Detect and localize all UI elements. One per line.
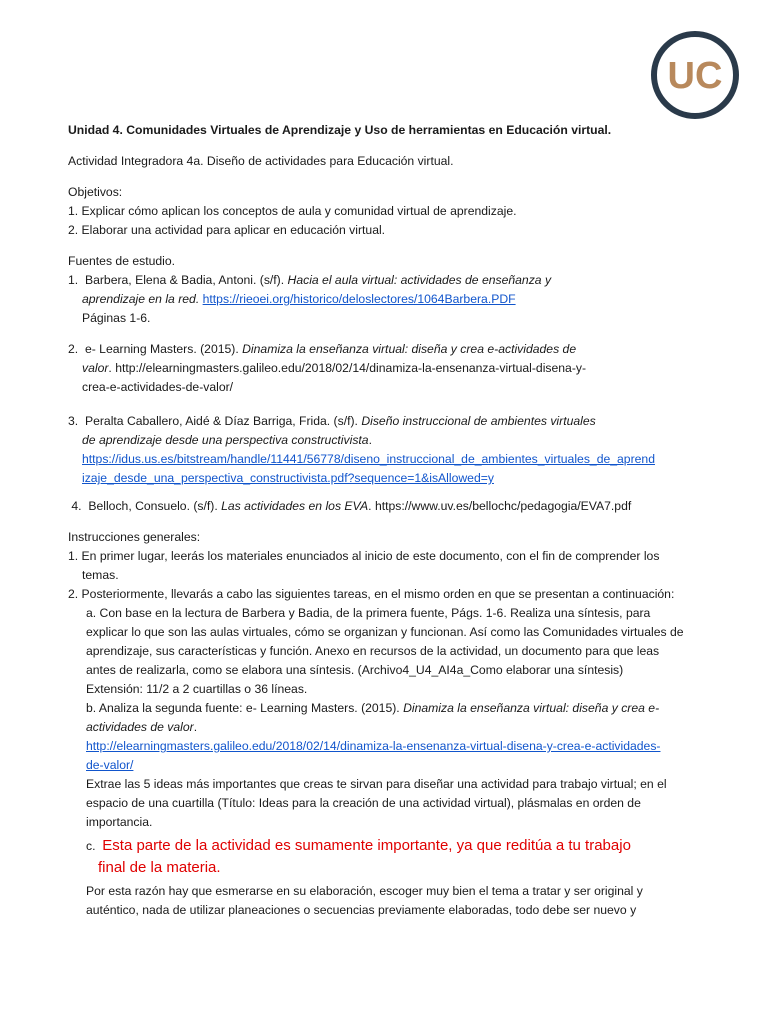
task-c-highlight-cont: final de la materia. <box>98 859 221 876</box>
task-b-text: importancia. <box>86 815 153 829</box>
source-2-cont <box>68 359 708 378</box>
source-number: 1. <box>68 273 79 287</box>
objective-item: 2. Elaborar una actividad para aplicar en educación virtual. <box>68 223 386 237</box>
source-number: 4. <box>71 499 82 513</box>
task-b-link-line <box>68 737 708 756</box>
source-title-cont: de aprendizaje desde una perspectiva constructivista <box>82 433 369 447</box>
task-b-link-cont[interactable]: de-valor/ <box>86 758 134 772</box>
source-url: https://www.uv.es/bellochc/pedagogia/EVA7.pdf <box>374 499 632 513</box>
task-c-label: c. <box>86 839 96 853</box>
instructions-heading: Instrucciones generales: <box>68 530 201 544</box>
task-b-link[interactable]: http://elearningmasters.galileo.edu/2018/02/14/dinamiza-la-ensenanza-virtual-disena-y-crea-e-actividades- <box>86 739 661 753</box>
period: . <box>368 499 372 513</box>
source-url: . http://elearningmasters.galileo.edu/2018/02/14/dinamiza-la-ensenanza-virtual-disena-y- <box>108 361 587 375</box>
task-b-text: Extrae las 5 ideas más importantes que creas te sirvan para diseñar una actividad para trabajo virtual; en el <box>86 777 667 791</box>
source-link[interactable]: https://rieoei.org/historico/deloslectores/1064Barbera.PDF <box>202 292 516 306</box>
source-authors: Barbera, Elena & Badia, Antoni. (s/f). <box>84 273 285 287</box>
source-3 <box>68 412 708 431</box>
source-link-cont[interactable]: izaje_desde_una_perspectiva_constructivista.pdf?sequence=1&isAllowed=y <box>82 471 494 485</box>
period: . <box>193 720 198 734</box>
source-3-cont <box>68 431 708 450</box>
document-title: Unidad 4. Comunidades Virtuales de Aprendizaje y Uso de herramientas en Educación virtual. <box>68 123 612 137</box>
source-number: 2. <box>68 342 79 356</box>
source-title: Hacia el aula virtual: actividades de enseñanza y <box>287 273 552 287</box>
source-1 <box>68 271 708 290</box>
task-a-line: antes de realizarla, como se elabora una síntesis. (Archivo4_U4_AI4a_Como elaborar una síntesis) <box>86 663 624 677</box>
activity-title: Actividad Integradora 4a. Diseño de actividades para Educación virtual. <box>68 154 454 168</box>
source-authors: Belloch, Consuelo. (s/f). <box>88 499 218 513</box>
source-title: Diseño instruccional de ambientes virtuales <box>361 414 596 428</box>
source-authors: e- Learning Masters. (2015). <box>84 342 239 356</box>
task-c-text: Por esta razón hay que esmerarse en su elaboración, escoger muy bien el tema a tratar y ser original y <box>86 884 643 898</box>
source-3-link-line <box>68 450 708 469</box>
task-b <box>68 699 708 718</box>
source-url-cont: crea-e-actividades-de-valor/ <box>82 380 234 394</box>
source-2 <box>68 340 708 359</box>
source-1-cont <box>68 290 708 309</box>
task-b-title-cont: actividades de valor <box>86 720 194 734</box>
period: . <box>368 433 372 447</box>
task-b-cont <box>68 718 708 737</box>
source-link[interactable]: https://idus.us.es/bitstream/handle/11441/56778/diseno_instruccional_de_ambientes_virtuales_de_aprend <box>82 452 655 466</box>
source-title: Las actividades en los EVA <box>221 499 369 513</box>
task-b-title: Dinamiza la enseñanza virtual: diseña y crea e- <box>403 701 660 715</box>
task-a-line: Extensión: 11/2 a 2 cuartillas o 36 líneas. <box>86 682 308 696</box>
task-b-text: espacio de una cuartilla (Título: Ideas para la creación de una actividad virtual), plásmalas en orden de <box>86 796 641 810</box>
task-a-line: explicar lo que son las aulas virtuales, cómo se organizan y funcionan. Así como las Comunidades virtuales de <box>86 625 684 639</box>
source-authors: Peralta Caballero, Aidé & Díaz Barriga, Frida. (s/f). <box>84 414 358 428</box>
source-4 <box>68 497 708 516</box>
source-number: 3. <box>68 414 79 428</box>
task-b-prefix: b. Analiza la segunda fuente: e- Learning Masters. (2015). <box>86 701 400 715</box>
instruction-1: 1. En primer lugar, leerás los materiales enunciados al inicio de este documento, con el fin de comprender los <box>68 549 660 563</box>
objectives-heading: Objetivos: <box>68 185 123 199</box>
instruction-2: 2. Posteriormente, llevarás a cabo las siguientes tareas, en el mismo orden en que se presentan a continuación: <box>68 587 675 601</box>
sources-heading: Fuentes de estudio. <box>68 254 176 268</box>
task-c <box>68 835 708 857</box>
instruction-1-cont: temas. <box>82 568 119 582</box>
task-b-link-line-2 <box>68 756 708 775</box>
uc-logo <box>650 30 740 120</box>
source-title: Dinamiza la enseñanza virtual: diseña y crea e-actividades de <box>242 342 577 356</box>
task-a-line: aprendizaje, sus características y función. Anexo en recursos de la actividad, un documento para que leas <box>86 644 660 658</box>
source-title-cont: valor <box>82 361 109 375</box>
objective-item: 1. Explicar cómo aplican los conceptos de aula y comunidad virtual de aprendizaje. <box>68 204 517 218</box>
task-c-text: auténtico, nada de utilizar planeaciones o secuencias previamente elaboradas, todo debe ser nuevo y <box>86 903 637 917</box>
task-a-line: a. Con base en la lectura de Barbera y Badia, de la primera fuente, Págs. 1-6. Realiza una síntesis, para <box>86 606 651 620</box>
uc-logo-text: UC <box>667 55 723 97</box>
source-3-link-line-2 <box>68 469 708 488</box>
uc-logo-icon <box>650 30 740 120</box>
task-c-highlight: Esta parte de la actividad es sumamente importante, ya que reditúa a tu trabajo <box>102 837 631 854</box>
document-body <box>68 121 708 920</box>
source-pages: Páginas 1-6. <box>82 311 151 325</box>
source-title-cont: aprendizaje en la red. <box>82 292 200 306</box>
